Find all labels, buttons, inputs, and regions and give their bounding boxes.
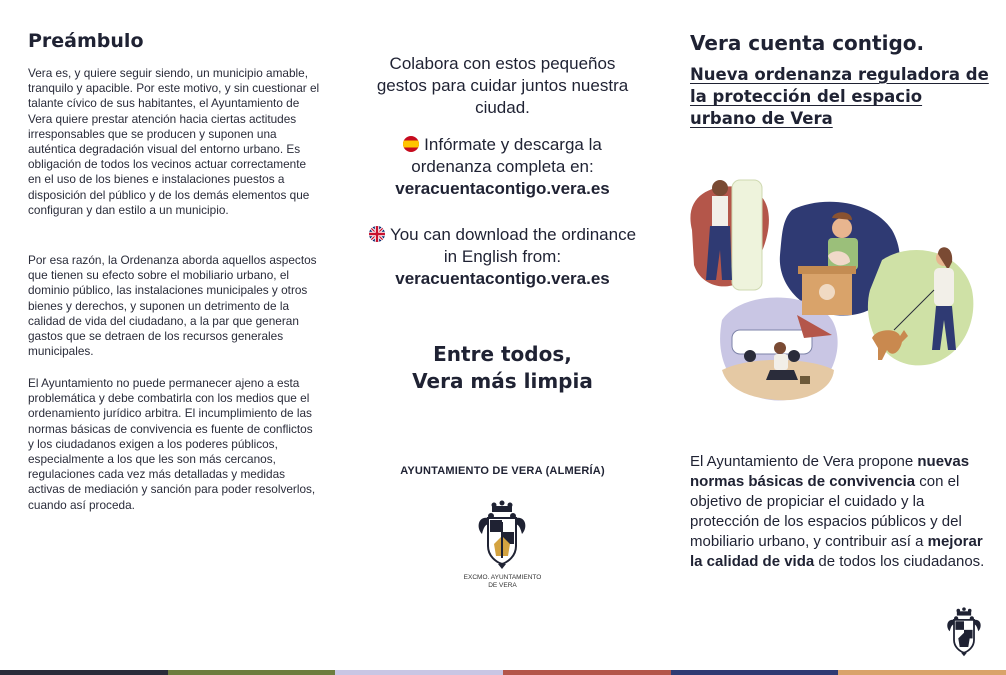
crest-caption bbox=[365, 574, 640, 590]
slogan-line-2: Vera más limpia bbox=[412, 369, 593, 393]
spanish-download-block bbox=[365, 134, 640, 200]
english-download-block bbox=[365, 224, 640, 290]
proposal-text bbox=[690, 452, 990, 572]
coat-of-arms-icon bbox=[474, 500, 530, 575]
crest-caption-line-2: DE VERA bbox=[488, 582, 517, 589]
collaborate-text: Colabora con estos pequeños gestos para cuidar juntos nuestra ciudad. bbox=[376, 54, 629, 117]
english-download-text: You can download the ordinance in English from: bbox=[389, 225, 637, 266]
preamble-paragraph-1: Vera es, y quiere seguir siendo, un municipio amable, tranquilo y apacible. Por este motivo, y sin cuestionar el talante cívico de sus habitantes, el Ayuntamiento de Vera quiere prestar atención hacia ciertas actitudes irresponsables que se producen y suponen una auténtica degradación visual del entorno urbano. Es obligación de todos los vecinos actuar correctamente en el uso de los bienes e instalaciones puestos a disposición del público y de los demás elementos que configuran y dan estilo a un municipio. bbox=[28, 66, 320, 217]
preamble-title: Preámbulo bbox=[28, 30, 144, 52]
spanish-download-url[interactable]: veracuentacontigo.vera.es bbox=[395, 179, 610, 198]
bottom-color-strip bbox=[0, 670, 1006, 675]
ayuntamiento-label: AYUNTAMIENTO DE VERA (ALMERÍA) bbox=[400, 465, 605, 477]
strip-segment bbox=[0, 670, 168, 675]
strip-segment bbox=[335, 670, 503, 675]
proposal-bold-2: mejorar la calidad de vida bbox=[690, 533, 983, 570]
proposal-text-2: con el objetivo de propiciar el cuidado y la protección de los espacios públicos y del mobiliario urbano, y contribuir así a bbox=[690, 473, 962, 550]
proposal-text-1: El Ayuntamiento de Vera propone bbox=[690, 453, 918, 470]
preamble-paragraph-2: Por esa razón, la Ordenanza aborda aquellos aspectos que tienen su efecto sobre el mobiliario urbano, el dominio público, las instalaciones municipales y otros bienes y derechos, y suponen un detrimento de la calidad de vida del ciudadano, a la par que generan gastos que se detraen de los recursos generales municipales. bbox=[28, 253, 317, 359]
strip-segment bbox=[503, 670, 671, 675]
preamble-paragraph-3: El Ayuntamiento no puede permanecer ajeno a esta problemática y debe combatirla con los medios que el ordenamiento jurídico arbitra. El incumplimiento de las normas básicas de convivencia es fuente de conflictos y los ciudadanos exigen a los poderes públicos, especialmente a los que les son más cercanos, regulaciones cada vez más detalladas y medidas activas de mediación y sanción para poder resolverlos, cuando así proceda. bbox=[28, 376, 316, 512]
english-download-url[interactable]: veracuentacontigo.vera.es bbox=[395, 269, 610, 288]
crest-caption-line-1: EXCMO. AYUNTAMIENTO bbox=[463, 574, 542, 581]
spain-flag-icon bbox=[403, 136, 419, 152]
ordinance-title: Nueva ordenanza reguladora de la protección del espacio urbano de Vera bbox=[690, 65, 989, 128]
uk-flag-icon bbox=[369, 226, 385, 242]
proposal-bold-1: nuevas normas básicas de convivencia bbox=[690, 453, 970, 490]
slogan bbox=[365, 341, 640, 395]
mattress-shape bbox=[732, 180, 762, 290]
cover-title: Vera cuenta contigo. bbox=[690, 31, 925, 55]
spanish-download-text: Infórmate y descarga la ordenanza completa en: bbox=[411, 135, 602, 176]
strip-segment bbox=[838, 670, 1006, 675]
citizens-illustration bbox=[682, 170, 982, 415]
strip-segment bbox=[671, 670, 839, 675]
strip-segment bbox=[168, 670, 336, 675]
proposal-text-3: de todos los ciudadanos. bbox=[814, 553, 985, 570]
slogan-line-1: Entre todos, bbox=[433, 342, 572, 366]
coat-of-arms-small-icon bbox=[944, 604, 984, 665]
